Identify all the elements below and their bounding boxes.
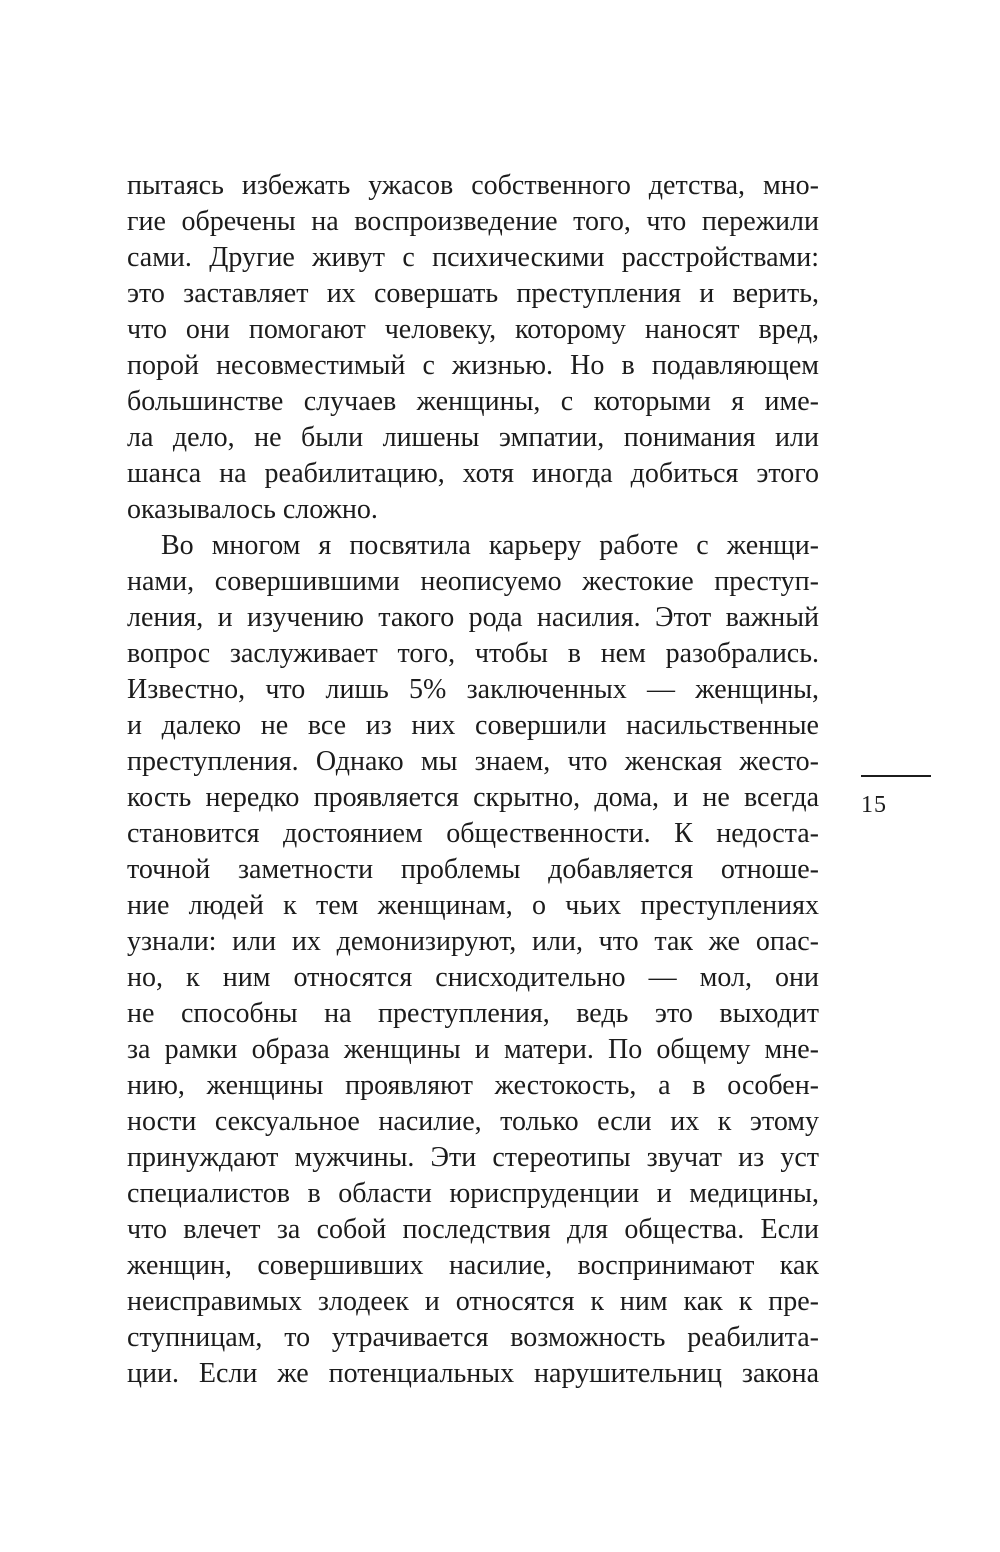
text-line: ла дело, не были лишены эмпатии, понимания или [127,422,819,453]
text-line: женщин, совершивших насилие, воспринимают как [127,1250,819,1281]
text-line: Известно, что лишь 5% заключенных — женщины, [127,674,819,705]
text-line: преступления. Однако мы знаем, что женская жесто- [127,746,819,777]
text-line: это заставляет их совершать преступления и верить, [127,278,819,309]
page-number: 15 [861,792,887,818]
folio-rule [861,775,931,777]
text-line: ние людей к тем женщинам, о чьих преступлениях [127,890,819,921]
body-text [127,168,819,1392]
text-line: ления, и изучению такого рода насилия. Этот важный [127,602,819,633]
text-line: становится достоянием общественности. К недоста- [127,818,819,849]
text-line: гие обречены на воспроизведение того, что пережили [127,206,819,237]
text-line: большинстве случаев женщины, с которыми я име- [127,386,819,417]
text-line: не способны на преступления, ведь это выходит [127,998,819,1029]
text-line: пытаясь избежать ужасов собственного детства, мно- [127,170,819,201]
text-line: оказывалось сложно. [127,494,378,525]
text-line: неисправимых злодеек и относятся к ним как к пре- [127,1286,819,1317]
text-line: ступницам, то утрачивается возможность реабилита- [127,1322,819,1353]
text-line: что влечет за собой последствия для общества. Если [127,1214,819,1245]
text-line: за рамки образа женщины и матери. По общему мне- [127,1034,819,1065]
text-line: сами. Другие живут с психическими расстройствами: [127,242,819,273]
text-line: что они помогают человеку, которому наносят вред, [127,314,819,345]
text-line: ции. Если же потенциальных нарушительниц закона [127,1358,819,1389]
text-line: Во многом я посвятила карьеру работе с женщи- [161,530,819,561]
text-line: принуждают мужчины. Эти стереотипы звучат из уст [127,1142,819,1173]
text-line: точной заметности проблемы добавляется отноше- [127,854,819,885]
text-line: вопрос заслуживает того, чтобы в нем разобрались. [127,638,819,669]
text-line: и далеко не все из них совершили насильственные [127,710,819,741]
text-line: кость нередко проявляется скрытно, дома, и не всегда [127,782,819,813]
text-line: нию, женщины проявляют жестокость, а в особен- [127,1070,819,1101]
text-line: специалистов в области юриспруденции и медицины, [127,1178,819,1209]
text-line: узнали: или их демонизируют, или, что так же опас- [127,926,819,957]
text-line: шанса на реабилитацию, хотя иногда добиться этого [127,458,819,489]
text-line: но, к ним относятся снисходительно — мол, они [127,962,819,993]
text-line: порой несовместимый с жизнью. Но в подавляющем [127,350,819,381]
text-line: нами, совершившими неописуемо жестокие преступ- [127,566,819,597]
text-line: ности сексуальное насилие, только если их к этому [127,1106,819,1137]
